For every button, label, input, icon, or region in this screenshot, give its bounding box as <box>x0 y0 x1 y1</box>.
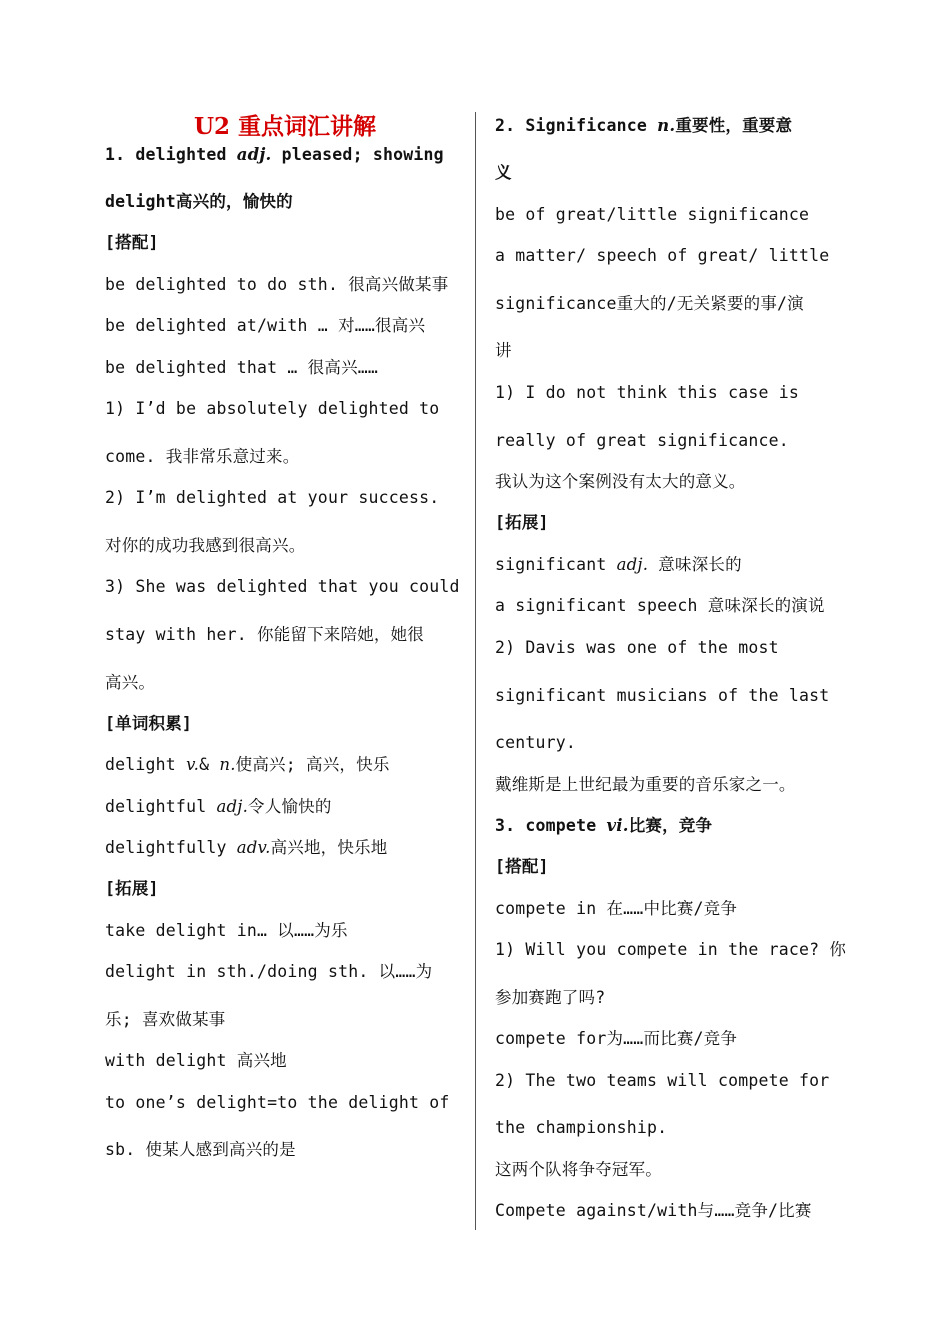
text-segment: significance重大的/无关紧要的事/演 <box>495 294 804 313</box>
left-text-line <box>105 671 155 695</box>
part-of-speech: n. <box>657 116 676 135</box>
text-segment: [搭配] <box>105 233 159 252</box>
left-text-line <box>105 356 378 380</box>
right-text-line <box>495 1158 662 1182</box>
right-text-line <box>495 114 792 138</box>
right-text-line <box>495 292 804 316</box>
text-segment: 3) She was delighted that you could <box>105 577 460 596</box>
left-text-line <box>105 712 192 736</box>
text-segment: delight <box>105 755 187 774</box>
text-segment: 戴维斯是上世纪最为重要的音乐家之一。 <box>495 775 796 794</box>
right-text-line <box>495 1116 667 1140</box>
part-of-speech: v. <box>186 755 200 774</box>
text-segment: pleased; showing <box>271 145 444 164</box>
left-text-line <box>105 445 299 469</box>
part-of-speech: n. <box>219 755 236 774</box>
text-segment: 3. compete <box>495 816 607 835</box>
text-segment: 高兴。 <box>105 673 156 692</box>
left-text-line <box>105 534 305 558</box>
text-segment: 1. delighted <box>105 145 237 164</box>
right-text-line <box>495 553 742 577</box>
right-text-line <box>495 339 512 363</box>
left-text-line <box>105 231 159 255</box>
left-text-line <box>105 836 387 860</box>
right-text-line <box>495 897 737 921</box>
right-text-line <box>495 684 829 708</box>
text-segment: compete in 在……中比赛/竞争 <box>495 899 738 918</box>
column-divider <box>475 112 476 1230</box>
text-segment: 参加赛跑了吗? <box>495 988 606 1007</box>
text-segment: 1) I’d be absolutely delighted to <box>105 399 440 418</box>
right-text-line <box>495 429 789 453</box>
right-text-line <box>495 470 746 494</box>
left-text-line <box>105 397 439 421</box>
text-segment: significant musicians of the last <box>495 686 830 705</box>
text-segment: 讲 <box>495 341 512 360</box>
text-segment: 重要性，重要意 <box>675 116 793 135</box>
text-segment: 2) I’m delighted at your success. <box>105 488 440 507</box>
right-text-line <box>495 814 712 838</box>
text-segment: delightfully <box>105 838 237 857</box>
right-text-line <box>495 594 825 618</box>
text-segment: 2) Davis was one of the most <box>495 638 779 657</box>
text-segment: 1) Will you compete in the race? 你 <box>495 940 847 959</box>
text-segment: delight in sth./doing sth. 以……为 <box>105 962 433 981</box>
text-segment: take delight in… 以……为乐 <box>105 921 348 940</box>
left-text-line <box>105 1049 287 1073</box>
text-segment: 使高兴; 高兴，快乐 <box>235 755 390 774</box>
text-segment: come. 我非常乐意过来。 <box>105 447 300 466</box>
text-segment: compete for为……而比赛/竞争 <box>495 1029 738 1048</box>
left-text-line <box>105 143 444 167</box>
text-segment: 2. Significance <box>495 116 658 135</box>
part-of-speech: adj. <box>236 145 272 164</box>
text-segment: sb. 使某人感到高兴的是 <box>105 1140 296 1159</box>
text-segment: 1) I do not think this case is <box>495 383 800 402</box>
left-text-line <box>105 314 425 338</box>
text-segment: Compete against/with与……竞争/比赛 <box>495 1201 812 1220</box>
right-text-line <box>495 161 512 185</box>
left-text-line <box>105 795 332 819</box>
left-text-line <box>105 273 448 297</box>
left-text-line <box>105 960 432 984</box>
text-segment: a matter/ speech of great/ little <box>495 246 830 265</box>
left-text-line <box>105 575 460 599</box>
right-text-line <box>495 773 796 797</box>
left-text-line <box>105 1138 296 1162</box>
text-segment: be of great/little significance <box>495 205 810 224</box>
part-of-speech: adv. <box>236 838 271 857</box>
right-text-line <box>495 1027 737 1051</box>
right-text-line <box>495 203 809 227</box>
text-segment: be delighted that … 很高兴…… <box>105 358 379 377</box>
text-segment: 比赛，竞争 <box>628 816 713 835</box>
left-text-line <box>105 486 439 510</box>
text-segment: delightful <box>105 797 217 816</box>
right-text-line <box>495 1199 812 1223</box>
part-of-speech: vi. <box>606 816 629 835</box>
left-text-line <box>105 1008 225 1032</box>
text-segment: a significant speech 意味深长的演说 <box>495 596 825 615</box>
text-segment: 2) The two teams will compete for <box>495 1071 830 1090</box>
left-text-line <box>105 1091 450 1115</box>
part-of-speech: adj. <box>616 555 649 574</box>
text-segment: 意味深长的 <box>648 555 742 574</box>
right-text-line <box>495 855 549 879</box>
text-segment: the championship. <box>495 1118 668 1137</box>
left-text-line <box>105 190 293 214</box>
text-segment: [拓展] <box>495 513 549 532</box>
left-text-line <box>105 753 390 777</box>
left-text-line <box>105 623 424 647</box>
part-of-speech: adj. <box>216 797 249 816</box>
text-segment: stay with her. 你能留下来陪她，她很 <box>105 625 425 644</box>
text-segment: 乐; 喜欢做某事 <box>105 1010 226 1029</box>
text-segment: 义 <box>495 163 512 182</box>
text-segment: with delight 高兴地 <box>105 1051 287 1070</box>
right-text-line <box>495 938 846 962</box>
text-segment: [单词积累] <box>105 714 193 733</box>
text-segment: be delighted to do sth. 很高兴做某事 <box>105 275 449 294</box>
text-segment: 对你的成功我感到很高兴。 <box>105 536 306 555</box>
right-text-line <box>495 636 779 660</box>
text-segment: century. <box>495 733 577 752</box>
text-segment: really of great significance. <box>495 431 789 450</box>
right-text-line <box>495 986 605 1010</box>
text-segment: 高兴地，快乐地 <box>270 838 388 857</box>
text-segment: 我认为这个案例没有太大的意义。 <box>495 472 746 491</box>
text-segment: 这两个队将争夺冠军。 <box>495 1160 662 1179</box>
right-text-line <box>495 1069 829 1093</box>
text-segment: significant <box>495 555 617 574</box>
left-text-line <box>105 919 348 943</box>
text-segment: to one’s delight=to the delight of <box>105 1093 450 1112</box>
right-text-line <box>495 381 799 405</box>
right-text-line <box>495 511 549 535</box>
text-segment: delight高兴的，愉快的 <box>105 192 293 211</box>
text-segment: 令人愉快的 <box>248 797 332 816</box>
text-segment: be delighted at/with … 对……很高兴 <box>105 316 426 335</box>
right-text-line <box>495 731 576 755</box>
text-segment: [拓展] <box>105 879 159 898</box>
text-segment: [搭配] <box>495 857 549 876</box>
right-text-line <box>495 244 829 268</box>
text-segment: & <box>199 755 220 774</box>
left-text-line <box>105 877 159 901</box>
page-title: U2 重点词汇讲解 <box>193 113 377 140</box>
